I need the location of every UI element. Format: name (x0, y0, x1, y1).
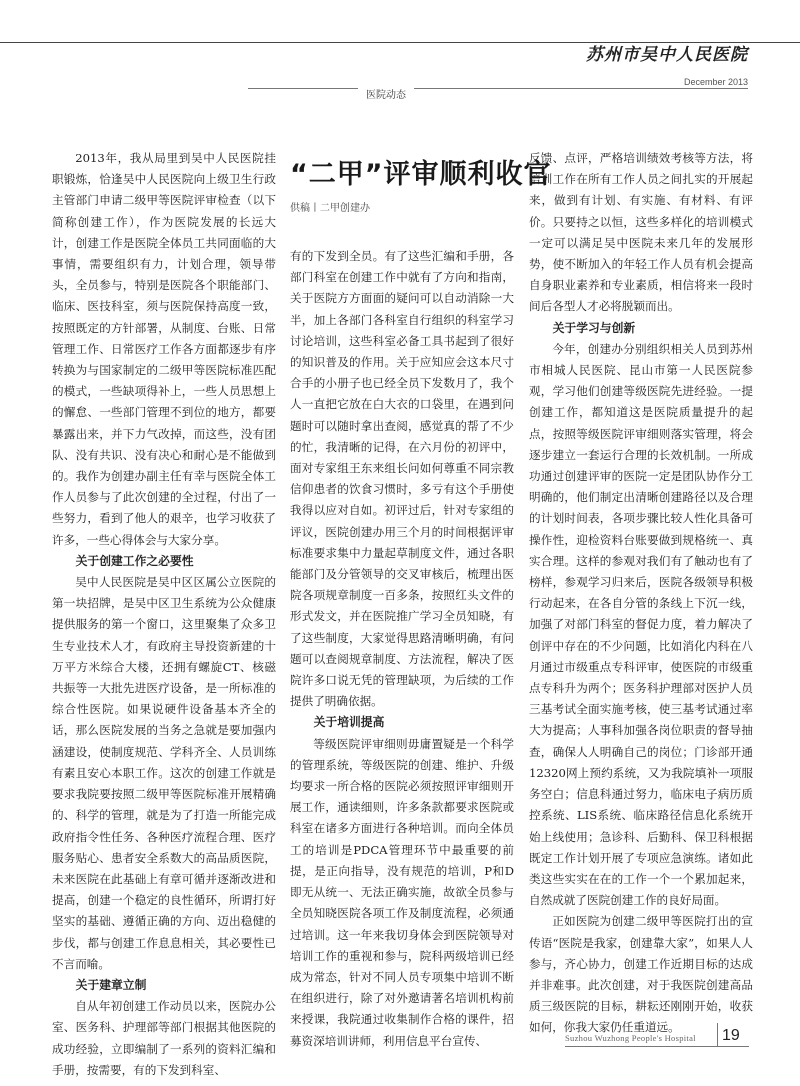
section-label: 医院动态 (358, 86, 414, 101)
paragraph: 正如医院为创建二级甲等医院打出的宣传语“医院是我家，创建靠大家”，如果人人参与，齐心协力，创建工作近期目标的达成并非难事。此次创建，对于我医院创建高品质三级医院的目标，耕耘还刚刚开始，收获如何，你我大家仍任重道远。 (529, 914, 753, 1035)
page-number: 19 (722, 1027, 740, 1044)
article-title: “二甲”评审顺利收官 (290, 159, 552, 190)
paragraph: 有的下发到全员。有了这些汇编和手册，各部门科室在创建工作中就有了方向和指南，关于医院方方面面的疑问可以自动消除一大半，加上各部门各科室自行组织的科室学习讨论培训，这些科室必备工具书起到了很好的知识普及的作用。关于应知应会这本尺寸合手的小册子也已经全员下发数月了，我个人一直把它放在白大衣的口袋里，在遇到问题时可以随时拿出查阅，感觉真的帮了不少的忙，我清晰的记得，在六月份的初评中，面对专家组王东来组长问如何尊重不同宗教信仰患者的饮食习惯时，多亏有这个手册使我得以应对自如。初评过后，针对专家组的评议，医院创建办用三个月的时间根据评审标准要求集中力量起草制度文件，通过各职能部门及分管领导的交叉审核后，梳理出医院各项规章制度一百多条，按照红头文件的形式发文，并在医院推广学习全员知晓，有了这些制度，大家觉得思路清晰明确，有问题可以查阅规章制度、方法流程，解决了医院许多口说无凭的管理缺项，为后续的工作提供了明确依据。 (290, 249, 514, 709)
article-byline: 供稿丨二甲创建办 (290, 203, 370, 214)
paragraph: 反馈、点评，严格培训绩效考核等方法，将培训工作在所有工作人员之间扎实的开展起来，做到有计划、有实施、有材料、有评价。只要持之以恒，这些多样化的培训模式一定可以满足吴中医院未来几年的发展形势，使不断加入的年轻工作人员有机会提高自身职业素养和专业素质，相信将来一段时间后各型人才必将脱颖而出。 (529, 151, 753, 314)
subheading: 关于建章立制 (75, 977, 147, 992)
section-rule (248, 88, 748, 89)
text-column-1 (52, 148, 276, 1081)
subheading: 关于培训提高 (313, 715, 385, 730)
paragraph: 今年，创建办分别组织相关人员到苏州市相城人民医院、昆山市第一人民医院参观，学习他们创建等级医院先进经验。一提创建工作，都知道这是医院质量提升的起点，按照等级医院评审细则落实管理，将会逐步建立一套运行合理的长效机制。一所成功通过创建评审的医院一定是团队协作分工明确的，他们制定出清晰创建路径以及合理的计划时间表，各项步骤比较人性化具备可操作性，迎检资料台账要做到规格统一、真实合理。这样的参观对我们有了触动也有了榜样，参观学习归来后，医院各级领导积极行动起来，在各自分管的条线上下沉一线，加强了对部门科室的督促力度，着力解决了创评中存在的不少问题，比如消化内科在八月通过市级重点专科评审，使医院的市级重点专科升为两个；医务科护理部对医护人员三基考试全面实施考核，使三基考试通过率大为提高；人事科加强各岗位职责的督导抽查，确保人人明确自己的岗位；门诊部开通12320网上预约系统，又为我院填补一项服务空白；信息科通过努力，临床电子病历质控系统、LIS系统、临床路径信息化系统开始上线使用；急诊科、后勤科、保卫科根据既定工作计划开展了专项应急演练。诸如此类这些实实在在的工作一个一个累加起来，自然成就了医院创建工作的良好局面。 (529, 341, 753, 908)
subheading: 关于学习与创新 (552, 320, 636, 335)
text-column-2 (290, 246, 514, 1052)
text-column-3 (529, 148, 753, 1039)
footer-hospital-name: Suzhou Wuzhong People's Hospital (565, 1033, 696, 1043)
issue-date: December 2013 (683, 77, 748, 87)
hospital-name: 苏州市吴中人民医院 (586, 45, 748, 65)
subheading: 关于创建工作之必要性 (75, 553, 194, 568)
paragraph: 吴中人民医院是吴中区区属公立医院的第一块招牌，是吴中区卫生系统为公众健康提供服务的第一个窗口，这里聚集了众多卫生专业技术人才，有政府主导投资新建的十万平方米综合大楼，还拥有螺旋CT、核磁共振等一大批先进医疗设备，是一所标准的综合性医院。如果说硬件设备基本齐全的话，那么医院发展的当务之急就是要加强内涵建设，使制度规范、学科齐全、人员训练有素且安心本职工作。这次的创建工作就是要求我院要按照二级甲等医院标准开展精确的、科学的管理，就是为了打造一所能完成政府指令性任务、各种医疗流程合理、医疗服务贴心、患者安全系数大的高品质医院，未来医院在此基础上有章可循并逐渐改进和提高，创建一个稳定的良性循环，所谓打好坚实的基础、遵循正确的方向、迈出稳健的步伐，都与创建工作息息相关，其必要性已不言而喻。 (52, 575, 276, 971)
paragraph: 自从年初创建工作动员以来，医院办公室、医务科、护理部等部门根据其他医院的成功经验，立即编制了一系列的资料汇编和手册，按需要，有的下发到科室、 (52, 999, 276, 1077)
paragraph: 2013年，我从局里到吴中人民医院挂职锻炼，恰逢吴中人民医院向上级卫生行政主管部门申请二级甲等医院评审检查（以下简称创建工作），作为医院发展的长远大计，创建工作是医院全体员工共同面临的大事情，需要组织有力，计划合理，领导带头，全员参与，特别是医院各个职能部门、临床、医技科室，须与医院保持高度一致，按照既定的方针部署，从制度、台账、日常管理工作、日常医疗工作各方面都逐步有序转换为与国家制定的二级甲等医院标准匹配的模式，一些缺项得补上，一些人员思想上的懈怠、一些部门管理不到位的地方，都要暴露出来，并下力气改掉，而这些，没有团队、没有共识、没有决心和耐心是不能做到的。我作为创建办副主任有幸与医院全体工作人员参与了此次创建的全过程，付出了一些努力，看到了他人的艰辛，也学习收获了许多，一些心得体会与大家分享。 (52, 151, 276, 547)
paragraph: 等级医院评审细则毋庸置疑是一个科学的管理系统，等级医院的创建、维护、升级均要求一所合格的医院必须按照评审细则开展工作，通读细则，许多条款都要求医院或科室在诸多方面进行各种培训。而向全体员工的培训是PDCA管理环节中最重要的前提，是正向指导，没有规范的培训，P和D即无从统一、无法正确实施，故欲全员参与全员知晓医院各项工作及制度流程，必须通过培训。这一年来我切身体会到医院领导对培训工作的重视和参与，院科两级培训已经成为常态，针对不同人员专项集中培训不断在组织进行，除了对外邀请著名培训机构前来授课，我院通过收集制作合格的课件，招募资深培训讲师，利用信息平台宣传、 (290, 736, 514, 1048)
